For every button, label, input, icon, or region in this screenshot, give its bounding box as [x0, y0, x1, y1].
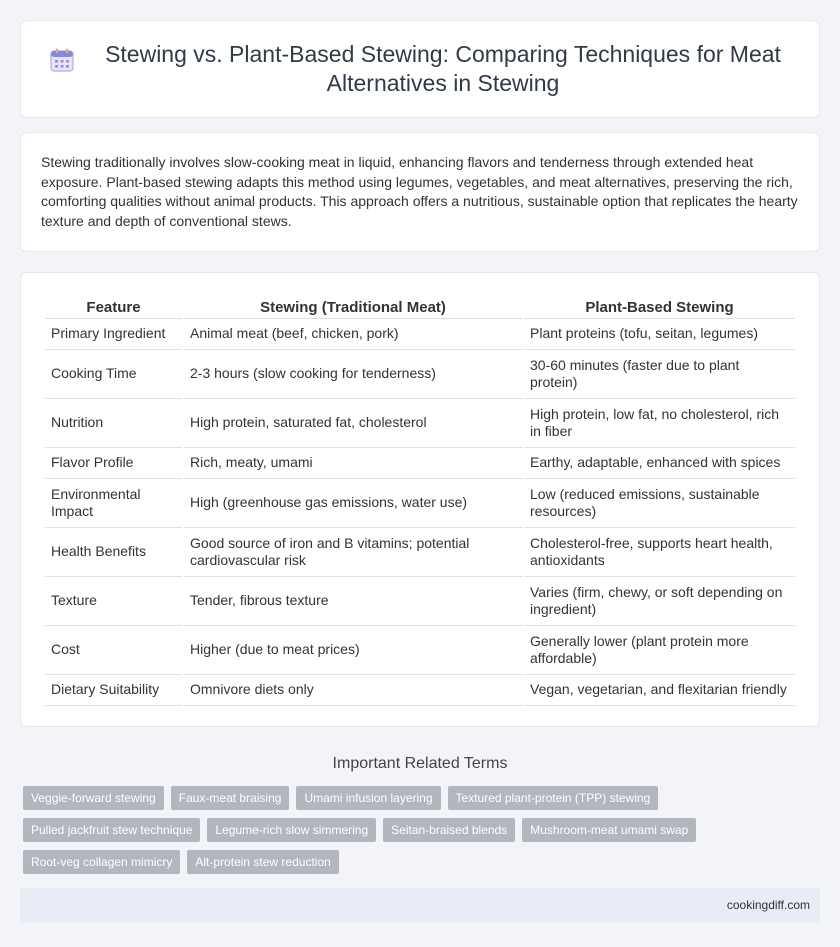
related-term-tag[interactable]: Textured plant-protein (TPP) stewing	[448, 786, 659, 810]
related-term-tag[interactable]: Umami infusion layering	[296, 786, 440, 810]
page-footer	[20, 888, 820, 922]
table-cell: Tender, fibrous texture	[184, 577, 522, 626]
table-cell: Animal meat (beef, chicken, pork)	[184, 319, 522, 350]
related-term-tag[interactable]: Root-veg collagen mimicry	[23, 850, 180, 874]
related-term-tag[interactable]: Seitan-braised blends	[383, 818, 515, 842]
table-row	[45, 675, 795, 706]
related-term-tag[interactable]: Faux-meat braising	[171, 786, 290, 810]
table-row	[45, 319, 795, 350]
page-header	[20, 20, 820, 118]
footer-site-link[interactable]: cookingdiff.com	[726, 898, 810, 912]
comparison-table-card	[20, 272, 820, 727]
table-cell: Omnivore diets only	[184, 675, 522, 706]
calendar-icon	[49, 47, 75, 73]
table-cell: Environmental Impact	[45, 479, 182, 528]
table-cell: Cooking Time	[45, 350, 182, 399]
table-row	[45, 577, 795, 626]
table-cell: Nutrition	[45, 399, 182, 448]
table-cell: Low (reduced emissions, sustainable resources)	[524, 479, 795, 528]
table-cell: High (greenhouse gas emissions, water use)	[184, 479, 522, 528]
table-cell: Varies (firm, chewy, or soft depending on ingredient)	[524, 577, 795, 626]
table-row	[45, 528, 795, 577]
intro-paragraph: Stewing traditionally involves slow-cooking meat in liquid, enhancing flavors and tenderness through extended heat exposure. Plant-based stewing adapts this method using legumes, vegetables, and meat alternatives, preserving the rich, comforting qualities without animal products. This approach offers a nutritious, sustainable option that replicates the hearty texture and depth of conventional stews.	[20, 132, 820, 252]
related-terms-title: Important Related Terms	[332, 755, 508, 772]
table-row	[45, 350, 795, 399]
column-header-plant-based: Plant-Based Stewing	[524, 295, 795, 319]
related-term-tag[interactable]: Pulled jackfruit stew technique	[23, 818, 200, 842]
table-cell: Higher (due to meat prices)	[184, 626, 522, 675]
related-terms-tags	[20, 786, 820, 874]
table-cell: Primary Ingredient	[45, 319, 182, 350]
table-cell: Texture	[45, 577, 182, 626]
column-header-traditional: Stewing (Traditional Meat)	[184, 295, 522, 319]
table-header-row	[45, 295, 795, 319]
table-cell: 2-3 hours (slow cooking for tenderness)	[184, 350, 522, 399]
table-cell: Generally lower (plant protein more affordable)	[524, 626, 795, 675]
table-cell: Health Benefits	[45, 528, 182, 577]
comparison-table	[43, 295, 797, 706]
table-row	[45, 399, 795, 448]
page-title: Stewing vs. Plant-Based Stewing: Comparing Techniques for Meat Alternatives in Stewing	[105, 41, 781, 96]
table-cell: High protein, low fat, no cholesterol, rich in fiber	[524, 399, 795, 448]
related-term-tag[interactable]: Mushroom-meat umami swap	[522, 818, 696, 842]
table-cell: Cholesterol-free, supports heart health, antioxidants	[524, 528, 795, 577]
column-header-feature: Feature	[45, 295, 182, 319]
table-cell: Earthy, adaptable, enhanced with spices	[524, 448, 795, 479]
table-row	[45, 448, 795, 479]
table-cell: Rich, meaty, umami	[184, 448, 522, 479]
table-cell: Plant proteins (tofu, seitan, legumes)	[524, 319, 795, 350]
table-cell: Cost	[45, 626, 182, 675]
table-cell: Dietary Suitability	[45, 675, 182, 706]
table-row	[45, 479, 795, 528]
related-terms-section	[20, 755, 820, 874]
table-cell: Vegan, vegetarian, and flexitarian friendly	[524, 675, 795, 706]
related-term-tag[interactable]: Legume-rich slow simmering	[207, 818, 376, 842]
related-term-tag[interactable]: Alt-protein stew reduction	[187, 850, 338, 874]
table-cell: Good source of iron and B vitamins; potential cardiovascular risk	[184, 528, 522, 577]
table-cell: High protein, saturated fat, cholesterol	[184, 399, 522, 448]
table-row	[45, 626, 795, 675]
table-cell: Flavor Profile	[45, 448, 182, 479]
table-cell: 30-60 minutes (faster due to plant protein)	[524, 350, 795, 399]
related-term-tag[interactable]: Veggie-forward stewing	[23, 786, 164, 810]
